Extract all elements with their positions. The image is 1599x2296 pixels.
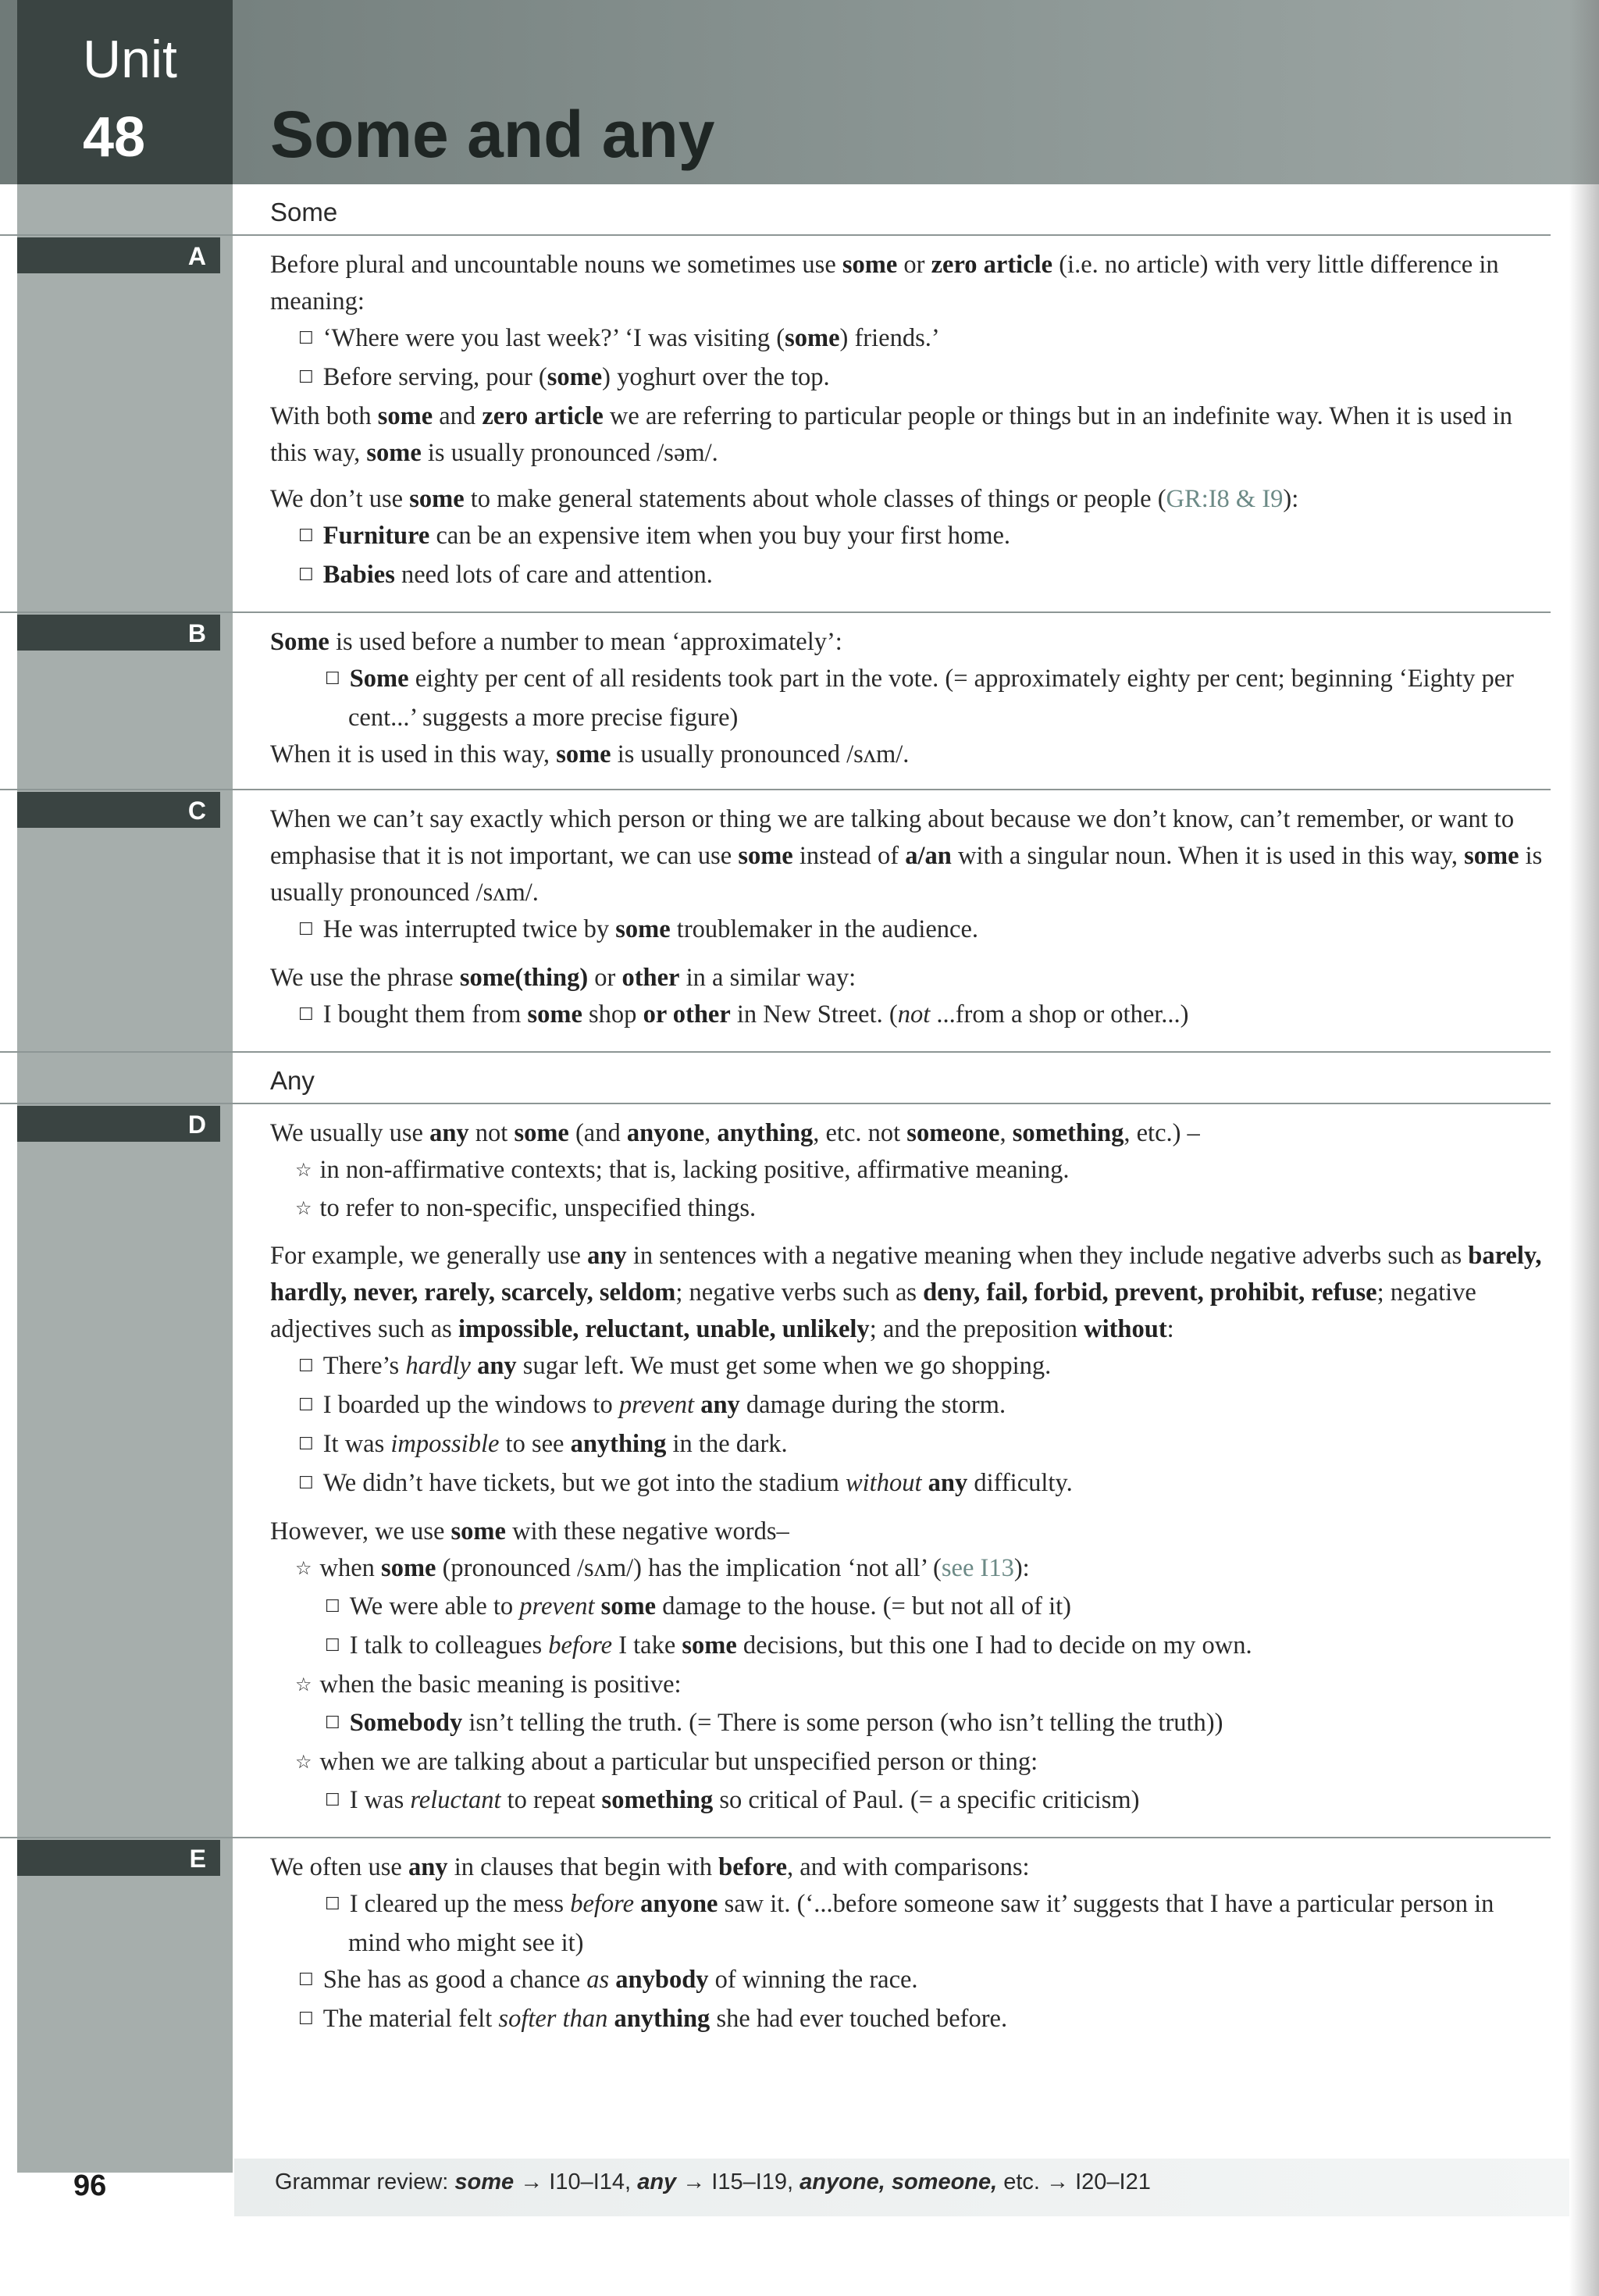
paragraph: We use the phrase some(thing) or other in a similar way: <box>270 964 856 992</box>
subheading-any: Any <box>0 1053 1551 1104</box>
main-content <box>187 184 1551 2055</box>
section-letter-a: A <box>17 237 220 273</box>
example: ☐ Before serving, pour (some) yoghurt over the top. <box>270 359 1551 398</box>
example: ☐ It was impossible to see anything in the dark. <box>270 1426 1551 1465</box>
example: ☐ I was reluctant to repeat something so critical of Paul. (= a specific criticism) <box>270 1782 1551 1821</box>
example: ☐ We didn’t have tickets, but we got into the stadium without any difficulty. <box>270 1465 1551 1504</box>
unit-label: Unit <box>83 30 177 89</box>
paragraph: We often use any in clauses that begin with before, and with comparisons: <box>270 1853 1030 1881</box>
example: ☐ Furniture can be an expensive item when you buy your first home. <box>270 518 1551 557</box>
page-edge-shadow <box>1569 0 1599 2296</box>
star-point: ☆ when the basic meaning is positive: <box>270 1667 1551 1705</box>
star-point: ☆ in non-affirmative contexts; that is, lacking positive, affirmative meaning. <box>270 1152 1551 1190</box>
section-letter-e: E <box>17 1840 220 1876</box>
section-c <box>0 790 1551 1053</box>
star-point: ☆ when we are talking about a particular but unspecified person or thing: <box>270 1744 1551 1782</box>
paragraph: We don’t use some to make general statements about whole classes of things or people (GR:I8 & I9): <box>270 485 1299 513</box>
star-point: ☆ when some (pronounced /sʌm/) has the implication ‘not all’ (see I13): <box>270 1550 1551 1588</box>
grammar-review-text: Grammar review: some → I10–I14, any → I15–I19, anyone, someone, etc. → I20–I21 <box>275 2169 1151 2194</box>
example: ☐ Babies need lots of care and attention. <box>270 557 1551 596</box>
example: ☐ I boarded up the windows to prevent any damage during the storm. <box>270 1387 1551 1426</box>
star-point: ☆ to refer to non-specific, unspecified things. <box>270 1190 1551 1228</box>
section-e <box>0 1838 1551 2055</box>
example: ☐ There’s hardly any sugar left. We must get some when we go shopping. <box>270 1348 1551 1387</box>
unit-box <box>17 0 233 184</box>
subheading-some: Some <box>0 184 1551 236</box>
paragraph: Some is used before a number to mean ‘approximately’: <box>270 628 842 656</box>
unit-number: 48 <box>83 106 146 169</box>
paragraph: With both some and zero article we are referring to particular people or things but in an indefinite way. When it is used in this way, some is usually pronounced /səm/. <box>270 402 1513 467</box>
header-band <box>0 0 1599 184</box>
paragraph: Before plural and uncountable nouns we sometimes use some or zero article (i.e. no article) with very little difference in meaning: <box>270 251 1499 316</box>
example: ☐ Some eighty per cent of all residents took part in the vote. (= approximately eighty per cent; beginning ‘Eighty per cent...’ suggests a more precise figure) <box>270 661 1551 736</box>
section-letter-c: C <box>17 792 220 828</box>
section-letter-d: D <box>17 1106 220 1142</box>
example: ☐ She has as good a chance as anybody of winning the race. <box>270 1962 1551 2001</box>
example: ☐ Somebody isn’t telling the truth. (= There is some person (who isn’t telling the truth)) <box>270 1705 1551 1744</box>
paragraph: When it is used in this way, some is usually pronounced /sʌm/. <box>270 740 910 768</box>
example: ☐ ‘Where were you last week?’ ‘I was visiting (some) friends.’ <box>270 320 1551 359</box>
page-number: 96 <box>73 2169 107 2202</box>
paragraph: However, we use some with these negative words– <box>270 1517 789 1546</box>
grammar-review-footer <box>234 2159 1569 2216</box>
section-letter-b: B <box>17 615 220 651</box>
page-title: Some and any <box>270 98 715 171</box>
section-d <box>0 1104 1551 1838</box>
section-b <box>0 613 1551 790</box>
paragraph: We usually use any not some (and anyone, anything, etc. not someone, something, etc.) – <box>270 1119 1200 1147</box>
paragraph: When we can’t say exactly which person or thing we are talking about because we don’t know, can’t remember, or want to emphasise that it is not important, we can use some instead of a/an with a singular noun. When it is used in this way, some is usually pronounced /sʌm/. <box>270 805 1543 907</box>
example: ☐ I cleared up the mess before anyone saw it. (‘...before someone saw it’ suggests that I have a particular person in mind who might see it) <box>270 1886 1551 1962</box>
paragraph: For example, we generally use any in sentences with a negative meaning when they include negative adverbs such as barely, hardly, never, rarely, scarcely, seldom; negative verbs such as deny, fail, forbid, prevent, prohibit, refuse; negative adjectives such as impossible, reluctant, unable, unlikely; and the preposition without: <box>270 1242 1542 1343</box>
example: ☐ I talk to colleagues before I take some decisions, but this one I had to decide on my own. <box>270 1628 1551 1667</box>
example: ☐ He was interrupted twice by some troublemaker in the audience. <box>270 911 1551 950</box>
example: ☐ The material felt softer than anything she had ever touched before. <box>270 2001 1551 2040</box>
example: ☐ We were able to prevent some damage to the house. (= but not all of it) <box>270 1588 1551 1628</box>
section-a <box>0 236 1551 613</box>
example: ☐ I bought them from some shop or other in New Street. (not ...from a shop or other...) <box>270 996 1551 1036</box>
